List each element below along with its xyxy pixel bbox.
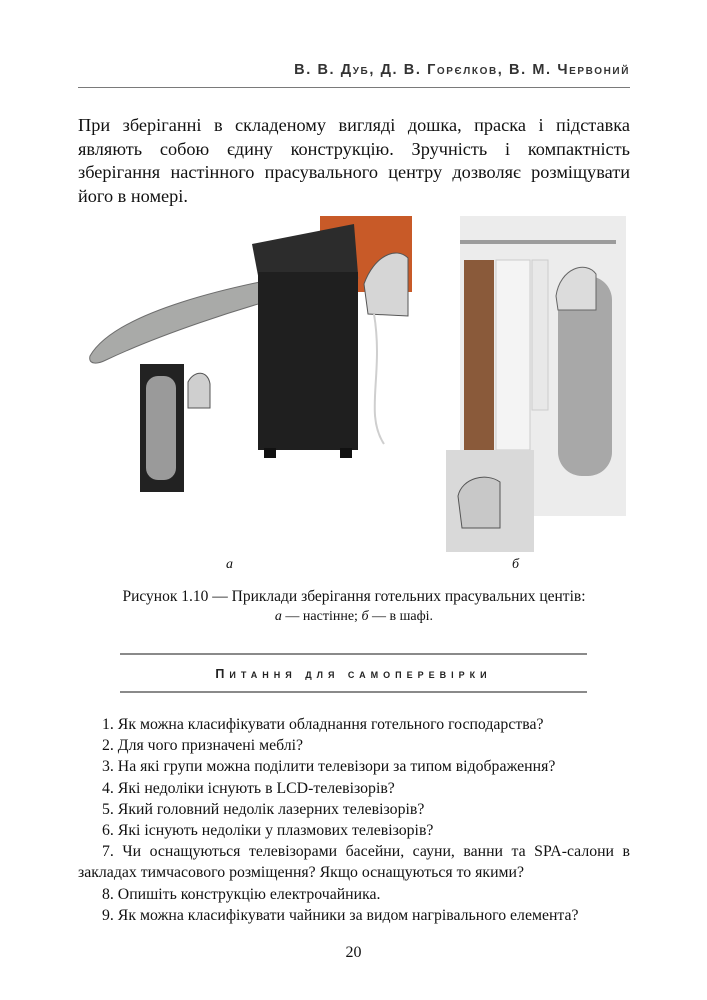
page-number: 20 — [345, 944, 362, 961]
section-rule-bottom — [120, 691, 587, 693]
question-item: 2. Для чого призначені меблі? — [102, 737, 304, 755]
figure-label-b: б — [512, 557, 520, 572]
question-item: 9. Як можна класифікувати чайники за видом нагрівального елемента? — [102, 906, 579, 924]
section-rule-top — [120, 653, 587, 655]
question-item: 8. Опишіть конструкцію електрочайника. — [102, 885, 381, 903]
running-head: В. В. Дуб, Д. В. Горєлков, В. М. Червоний — [294, 62, 630, 78]
figure-label-a: а — [226, 557, 233, 572]
cabinet-body — [258, 272, 358, 450]
question-item: 3. На які групи можна поділити телевізори за типом відображення? — [102, 758, 556, 776]
iron-cord — [374, 314, 384, 444]
header-rule — [78, 87, 630, 88]
brown-jacket — [464, 260, 494, 450]
white-shirt — [496, 260, 530, 450]
question-item: 4. Які недоліки існують в LCD-телевізорів? — [102, 779, 395, 797]
figure-a-ironing-center — [84, 214, 414, 496]
caption-main: Рисунок 1.10 — Приклади зберігання готельних прасувальних центів: — [122, 588, 586, 605]
caption-sub: а — настінне; б — в шафі. — [274, 609, 434, 624]
body-paragraph: При зберіганні в складеному вигляді дошка, праска і підставка являють собою єдину конструкцію. Зручність і компактність зберігання настінного прасувального центру дозволяє розміщувати його в номері. — [78, 115, 630, 206]
question-item: 5. Який головний недолік лазерних телевізорів? — [102, 800, 425, 818]
question-item: 1. Як можна класифікувати обладнання готельного господарства? — [102, 716, 544, 733]
question-item: 7. Чи оснащуються телевізорами басейни, сауни, ванни та SPA-салони в закладах тимчасового розміщення? Якщо оснащуються то якими? — [78, 843, 630, 882]
questions-list — [78, 714, 630, 926]
section-title: Питання для самоперевірки — [215, 667, 492, 681]
figure-b-wardrobe — [446, 216, 628, 552]
figure-caption — [78, 587, 630, 627]
question-item: 6. Які існують недоліки у плазмових телевізорів? — [102, 822, 434, 840]
